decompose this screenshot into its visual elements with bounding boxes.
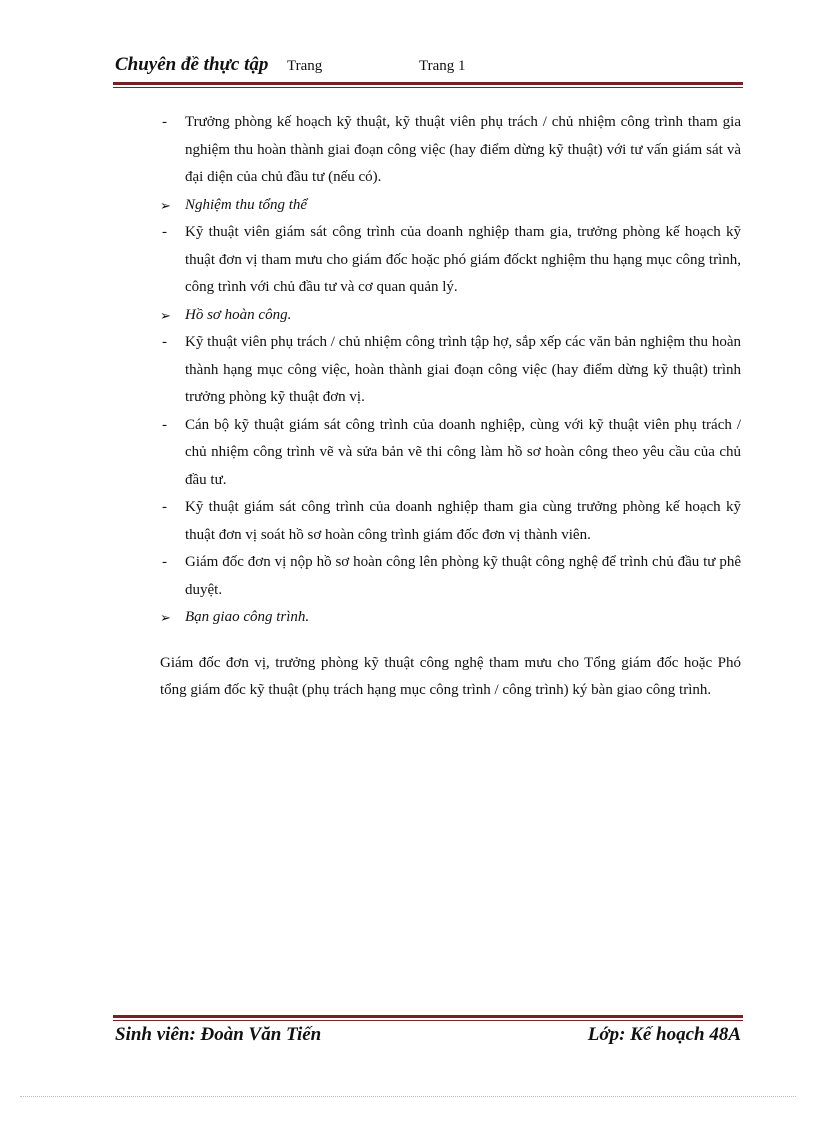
dash-marker: - <box>162 554 167 570</box>
dash-marker: - <box>162 114 167 130</box>
document-title: Chuyên đề thực tập <box>115 54 269 75</box>
dash-marker: - <box>162 334 167 350</box>
page-number-label: Trang 1 <box>419 58 466 74</box>
header-rule <box>113 82 743 88</box>
body-paragraph: Giám đốc đơn vị, trưởng phòng kỹ thuật công nghệ tham mưu cho Tổng giám đốc hoặc Phó tổng giám đốc kỹ thuật (phụ trách hạng mục công trình / công trình) ký bàn giao công trình. <box>160 654 741 698</box>
list-item-text: Kỹ thuật viên giám sát công trình của doanh nghiệp tham gia, trưởng phòng kế hoạch kỹ thuật đơn vị tham mưu cho giám đốc hoặc phó giám đốckt nghiệm thu hạng mục công trình, công trình với chủ đầu tư và cơ quan quản lý. <box>185 224 741 295</box>
dash-marker: - <box>162 499 167 515</box>
section-heading-text: Bạn giao công trình. <box>185 609 310 625</box>
dash-marker: - <box>162 224 167 240</box>
list-item <box>160 549 741 604</box>
page-content <box>160 109 741 705</box>
arrow-bullet-icon: ➢ <box>160 610 171 625</box>
list-item-text: Giám đốc đơn vị nộp hồ sơ hoàn công lên phòng kỹ thuật công nghệ để trình chủ đầu tư phê duyệt. <box>185 554 741 598</box>
section-heading <box>160 192 741 220</box>
arrow-bullet-icon: ➢ <box>160 197 171 213</box>
class-name: Lớp: Kế hoạch 48A <box>587 1024 741 1045</box>
list-item-text: Kỹ thuật viên phụ trách / chủ nhiệm công trình tập hợ, sắp xếp các văn bản nghiệm thu hoàn thành hạng mục công việc, hoàn thành giai đoạn công việc (hay điểm dừng kỹ thuật) trình trưởng phòng kỹ thuật đơn vị. <box>185 334 741 405</box>
list-item-text: Kỹ thuật giám sát công trình của doanh nghiệp tham gia cùng trưởng phòng kế hoạch kỹ thuật đơn vị soát hồ sơ hoàn công trình giám đốc đơn vị thành viên. <box>185 499 741 543</box>
list-item-text: Trưởng phòng kế hoạch kỹ thuật, kỹ thuật viên phụ trách / chủ nhiệm công trình tham gia nghiệm thu hoàn thành giai đoạn công việc (hay điểm dừng kỹ thuật) với tư vấn giám sát và đại diện của chủ đầu tư (nếu có). <box>185 114 741 185</box>
section-heading <box>160 302 741 330</box>
list-item-text: Cán bộ kỹ thuật giám sát công trình của doanh nghiệp, cùng với kỹ thuật viên phụ trách / chủ nhiệm công trình vẽ và sửa bản vẽ thi công làm hồ sơ hoàn công theo yêu cầu của chủ đầu tư. <box>185 416 741 488</box>
page-word: Trang <box>287 58 323 74</box>
list-item <box>160 494 741 549</box>
list-item <box>160 412 741 495</box>
section-heading-text: Nghiệm thu tổng thể <box>185 196 308 213</box>
section-heading <box>160 604 741 632</box>
list-item <box>160 109 741 192</box>
arrow-bullet-icon: ➢ <box>160 307 171 323</box>
section-heading-text: Hồ sơ hoàn công. <box>185 306 292 323</box>
page-header <box>113 54 743 82</box>
list-item <box>160 219 741 302</box>
dash-marker: - <box>162 416 167 433</box>
page-bottom-divider <box>20 1096 796 1097</box>
footer-rule <box>113 1015 743 1021</box>
list-item <box>160 329 741 412</box>
student-name: Sinh viên: Đoàn Văn Tiến <box>115 1024 322 1045</box>
